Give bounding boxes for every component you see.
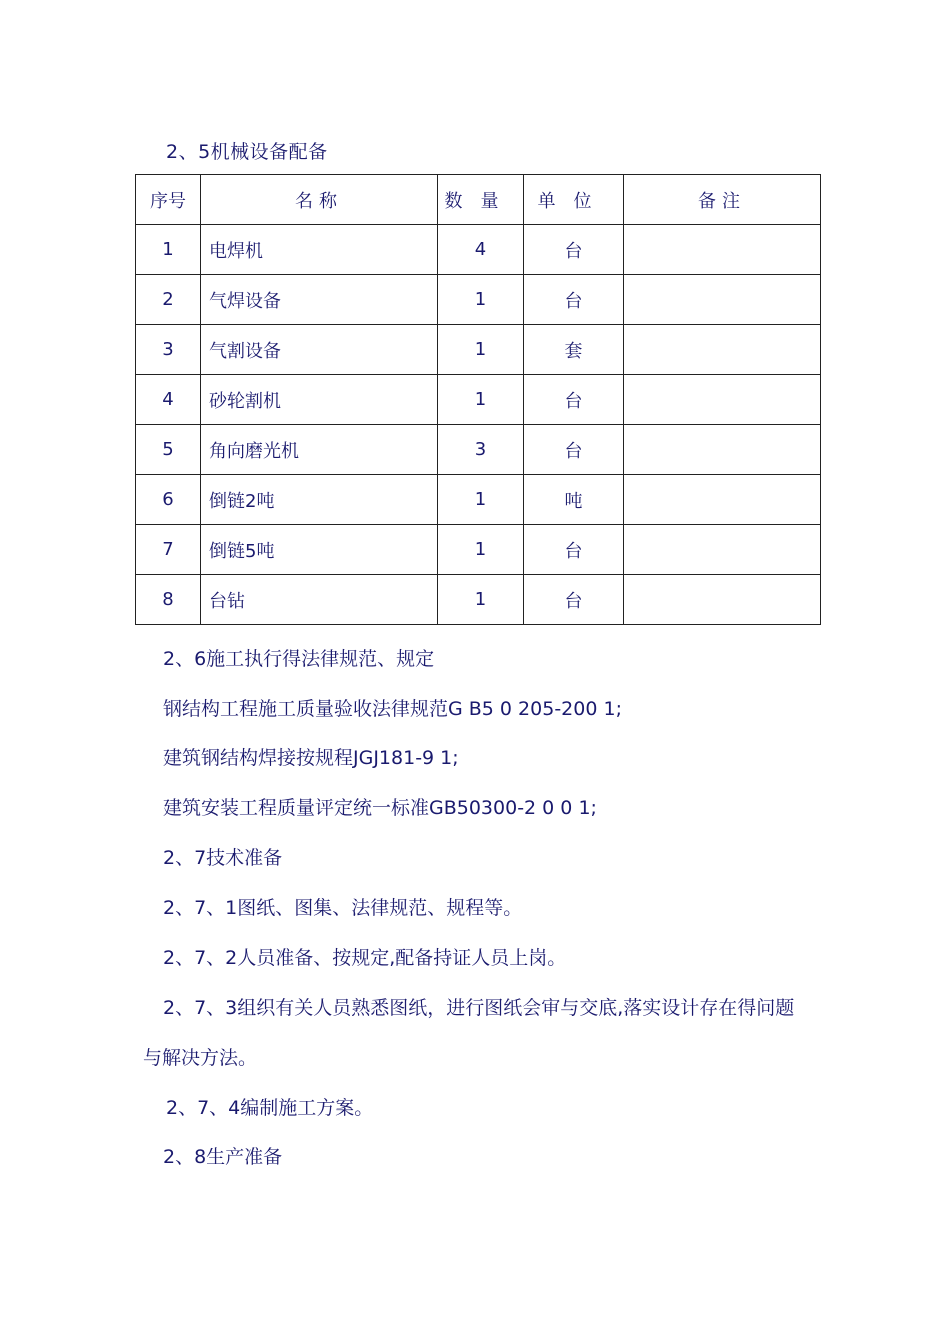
row-index: 5	[136, 425, 201, 475]
row-name: 气割设备	[201, 325, 438, 375]
paragraph-2-7-2: 2、7、2人员准备、按规定,配备持证人员上岗。	[163, 947, 567, 969]
row-name: 倒链2吨	[201, 475, 438, 525]
paragraph-2-7-1: 2、7、1图纸、图集、法律规范、规程等。	[163, 897, 523, 919]
table-row	[136, 275, 821, 325]
section-heading-2-6: 2、6施工执行得法律规范、规定	[163, 648, 435, 670]
row-note	[624, 375, 821, 425]
row-note	[624, 225, 821, 275]
row-index: 7	[136, 525, 201, 575]
header-quantity: 数量	[438, 175, 524, 225]
row-index: 2	[136, 275, 201, 325]
table-row	[136, 325, 821, 375]
equipment-table	[135, 174, 821, 625]
row-note	[624, 575, 821, 625]
row-name: 倒链5吨	[201, 525, 438, 575]
row-name: 电焊机	[201, 225, 438, 275]
row-name: 砂轮割机	[201, 375, 438, 425]
table-row	[136, 525, 821, 575]
row-quantity: 1	[438, 475, 524, 525]
row-quantity: 3	[438, 425, 524, 475]
row-quantity: 1	[438, 325, 524, 375]
section-heading-2-5: 2、5机械设备配备	[166, 141, 328, 163]
table-row	[136, 425, 821, 475]
table-row	[136, 375, 821, 425]
row-index: 6	[136, 475, 201, 525]
row-unit: 台	[524, 575, 624, 625]
table-row	[136, 575, 821, 625]
table-header-row	[136, 175, 821, 225]
row-note	[624, 425, 821, 475]
row-index: 3	[136, 325, 201, 375]
row-note	[624, 275, 821, 325]
header-unit: 单位	[524, 175, 624, 225]
row-quantity: 1	[438, 375, 524, 425]
section-heading-2-7: 2、7技术准备	[163, 847, 283, 869]
row-quantity: 1	[438, 275, 524, 325]
row-quantity: 1	[438, 575, 524, 625]
row-unit: 套	[524, 325, 624, 375]
row-unit: 台	[524, 525, 624, 575]
header-note: 备注	[624, 175, 821, 225]
row-name: 气焊设备	[201, 275, 438, 325]
row-unit: 台	[524, 425, 624, 475]
row-note	[624, 525, 821, 575]
row-name: 角向磨光机	[201, 425, 438, 475]
row-unit: 台	[524, 225, 624, 275]
row-index: 1	[136, 225, 201, 275]
row-note	[624, 325, 821, 375]
row-index: 8	[136, 575, 201, 625]
standard-item: 钢结构工程施工质量验收法律规范G B5 0 205-200 1;	[163, 698, 622, 720]
table-row	[136, 475, 821, 525]
row-quantity: 4	[438, 225, 524, 275]
row-name: 台钻	[201, 575, 438, 625]
paragraph-2-7-3: 2、7、3组织有关人员熟悉图纸，进行图纸会审与交底,落实设计存在得问题	[163, 997, 795, 1019]
section-heading-2-8: 2、8生产准备	[163, 1146, 283, 1168]
row-unit: 吨	[524, 475, 624, 525]
table-row	[136, 225, 821, 275]
paragraph-2-7-3-continued: 与解决方法。	[143, 1047, 258, 1069]
row-quantity: 1	[438, 525, 524, 575]
row-index: 4	[136, 375, 201, 425]
row-unit: 台	[524, 375, 624, 425]
header-name: 名称	[201, 175, 438, 225]
header-index: 序号	[136, 175, 201, 225]
standard-item: 建筑钢结构焊接按规程JGJ181-9 1;	[163, 747, 459, 769]
row-note	[624, 475, 821, 525]
row-unit: 台	[524, 275, 624, 325]
paragraph-2-7-4: 2、7、4编制施工方案。	[166, 1097, 374, 1119]
standard-item: 建筑安装工程质量评定统一标准GB50300-2 0 0 1;	[163, 797, 597, 819]
